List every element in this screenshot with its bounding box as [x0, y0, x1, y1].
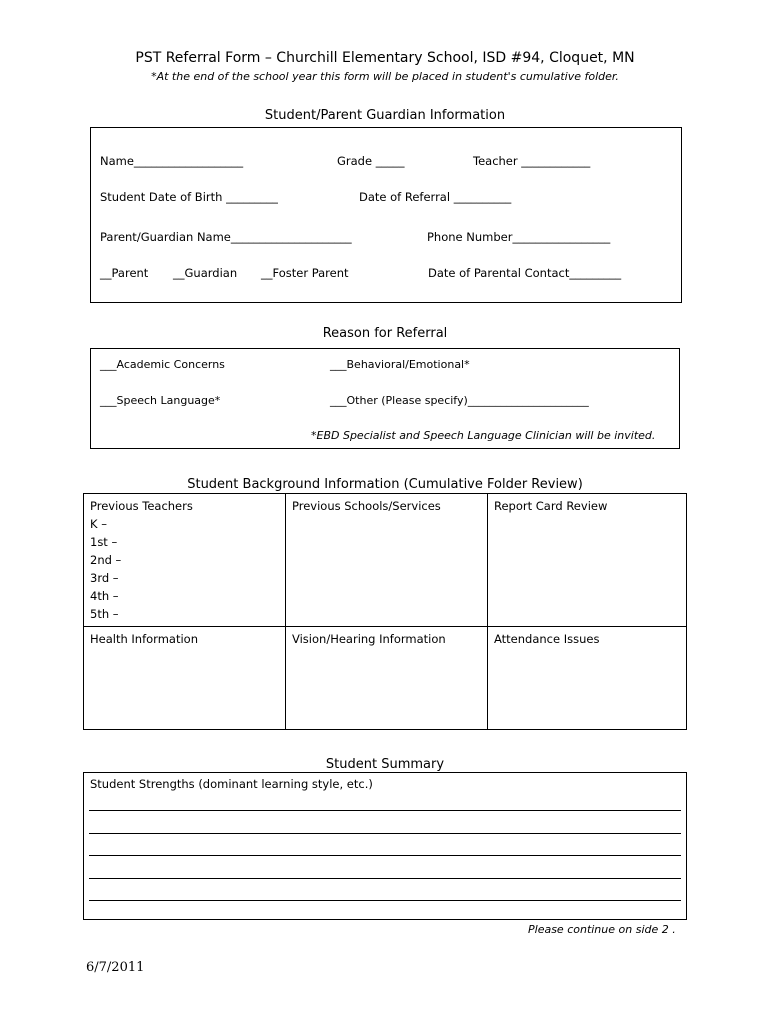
grade-5th: 5th – — [90, 607, 119, 621]
health-cell[interactable] — [84, 627, 286, 730]
strengths-line-3[interactable] — [89, 855, 681, 856]
vision-hearing-cell[interactable] — [286, 627, 488, 730]
report-card-cell[interactable] — [488, 494, 687, 627]
student-info-heading: Student/Parent Guardian Information — [264, 108, 506, 123]
parent-name-field[interactable]: Parent/Guardian Name_____________________ — [100, 230, 352, 244]
guardian-option[interactable]: __Guardian — [173, 266, 238, 280]
speech-language-option[interactable]: ___Speech Language* — [100, 394, 221, 407]
strengths-label: Student Strengths (dominant learning style, etc.) — [90, 777, 373, 791]
previous-teachers-label: Previous Teachers — [90, 499, 193, 513]
summary-box — [83, 772, 687, 920]
continue-note: Please continue on side 2 . — [528, 923, 676, 936]
strengths-line-2[interactable] — [89, 833, 681, 834]
teacher-field[interactable]: Teacher ____________ — [473, 154, 591, 168]
health-label: Health Information — [90, 632, 198, 646]
foster-parent-option[interactable]: __Foster Parent — [261, 266, 349, 280]
strengths-line-1[interactable] — [89, 810, 681, 811]
reason-heading: Reason for Referral — [322, 326, 448, 341]
grade-1st: 1st – — [90, 535, 118, 549]
previous-schools-label: Previous Schools/Services — [292, 499, 441, 513]
summary-heading: Student Summary — [325, 757, 445, 772]
report-card-label: Report Card Review — [494, 499, 608, 513]
grade-4th: 4th – — [90, 589, 119, 603]
attendance-cell[interactable] — [488, 627, 687, 730]
form-subtitle: *At the end of the school year this form will be placed in student's cumulative folder. — [151, 70, 619, 83]
attendance-label: Attendance Issues — [494, 632, 600, 646]
previous-schools-cell[interactable] — [286, 494, 488, 627]
grade-k: K – — [90, 517, 107, 531]
phone-field[interactable]: Phone Number_________________ — [427, 230, 611, 244]
other-option[interactable]: ___Other (Please specify)______________________ — [330, 394, 589, 407]
strengths-line-4[interactable] — [89, 878, 681, 879]
name-field[interactable]: Name___________________ — [100, 154, 244, 168]
background-table — [83, 493, 687, 730]
grade-field[interactable]: Grade _____ — [337, 154, 405, 168]
behavioral-option[interactable]: ___Behavioral/Emotional* — [330, 358, 470, 371]
dob-field[interactable]: Student Date of Birth _________ — [100, 190, 278, 204]
background-heading: Student Background Information (Cumulative Folder Review) — [187, 477, 583, 492]
grade-2nd: 2nd – — [90, 553, 122, 567]
referral-date-field[interactable]: Date of Referral __________ — [359, 190, 512, 204]
grade-3rd: 3rd – — [90, 571, 119, 585]
strengths-line-5[interactable] — [89, 900, 681, 901]
invitation-note: *EBD Specialist and Speech Language Clinician will be invited. — [311, 429, 656, 442]
form-title: PST Referral Form – Churchill Elementary School, ISD #94, Cloquet, MN — [135, 50, 635, 66]
vision-hearing-label: Vision/Hearing Information — [292, 632, 446, 646]
parent-option[interactable]: __Parent — [100, 266, 149, 280]
previous-teachers-cell[interactable] — [84, 494, 286, 627]
parental-contact-date-field[interactable]: Date of Parental Contact_________ — [428, 266, 622, 280]
footer-date: 6/7/2011 — [86, 960, 145, 975]
academic-concerns-option[interactable]: ___Academic Concerns — [100, 358, 225, 371]
